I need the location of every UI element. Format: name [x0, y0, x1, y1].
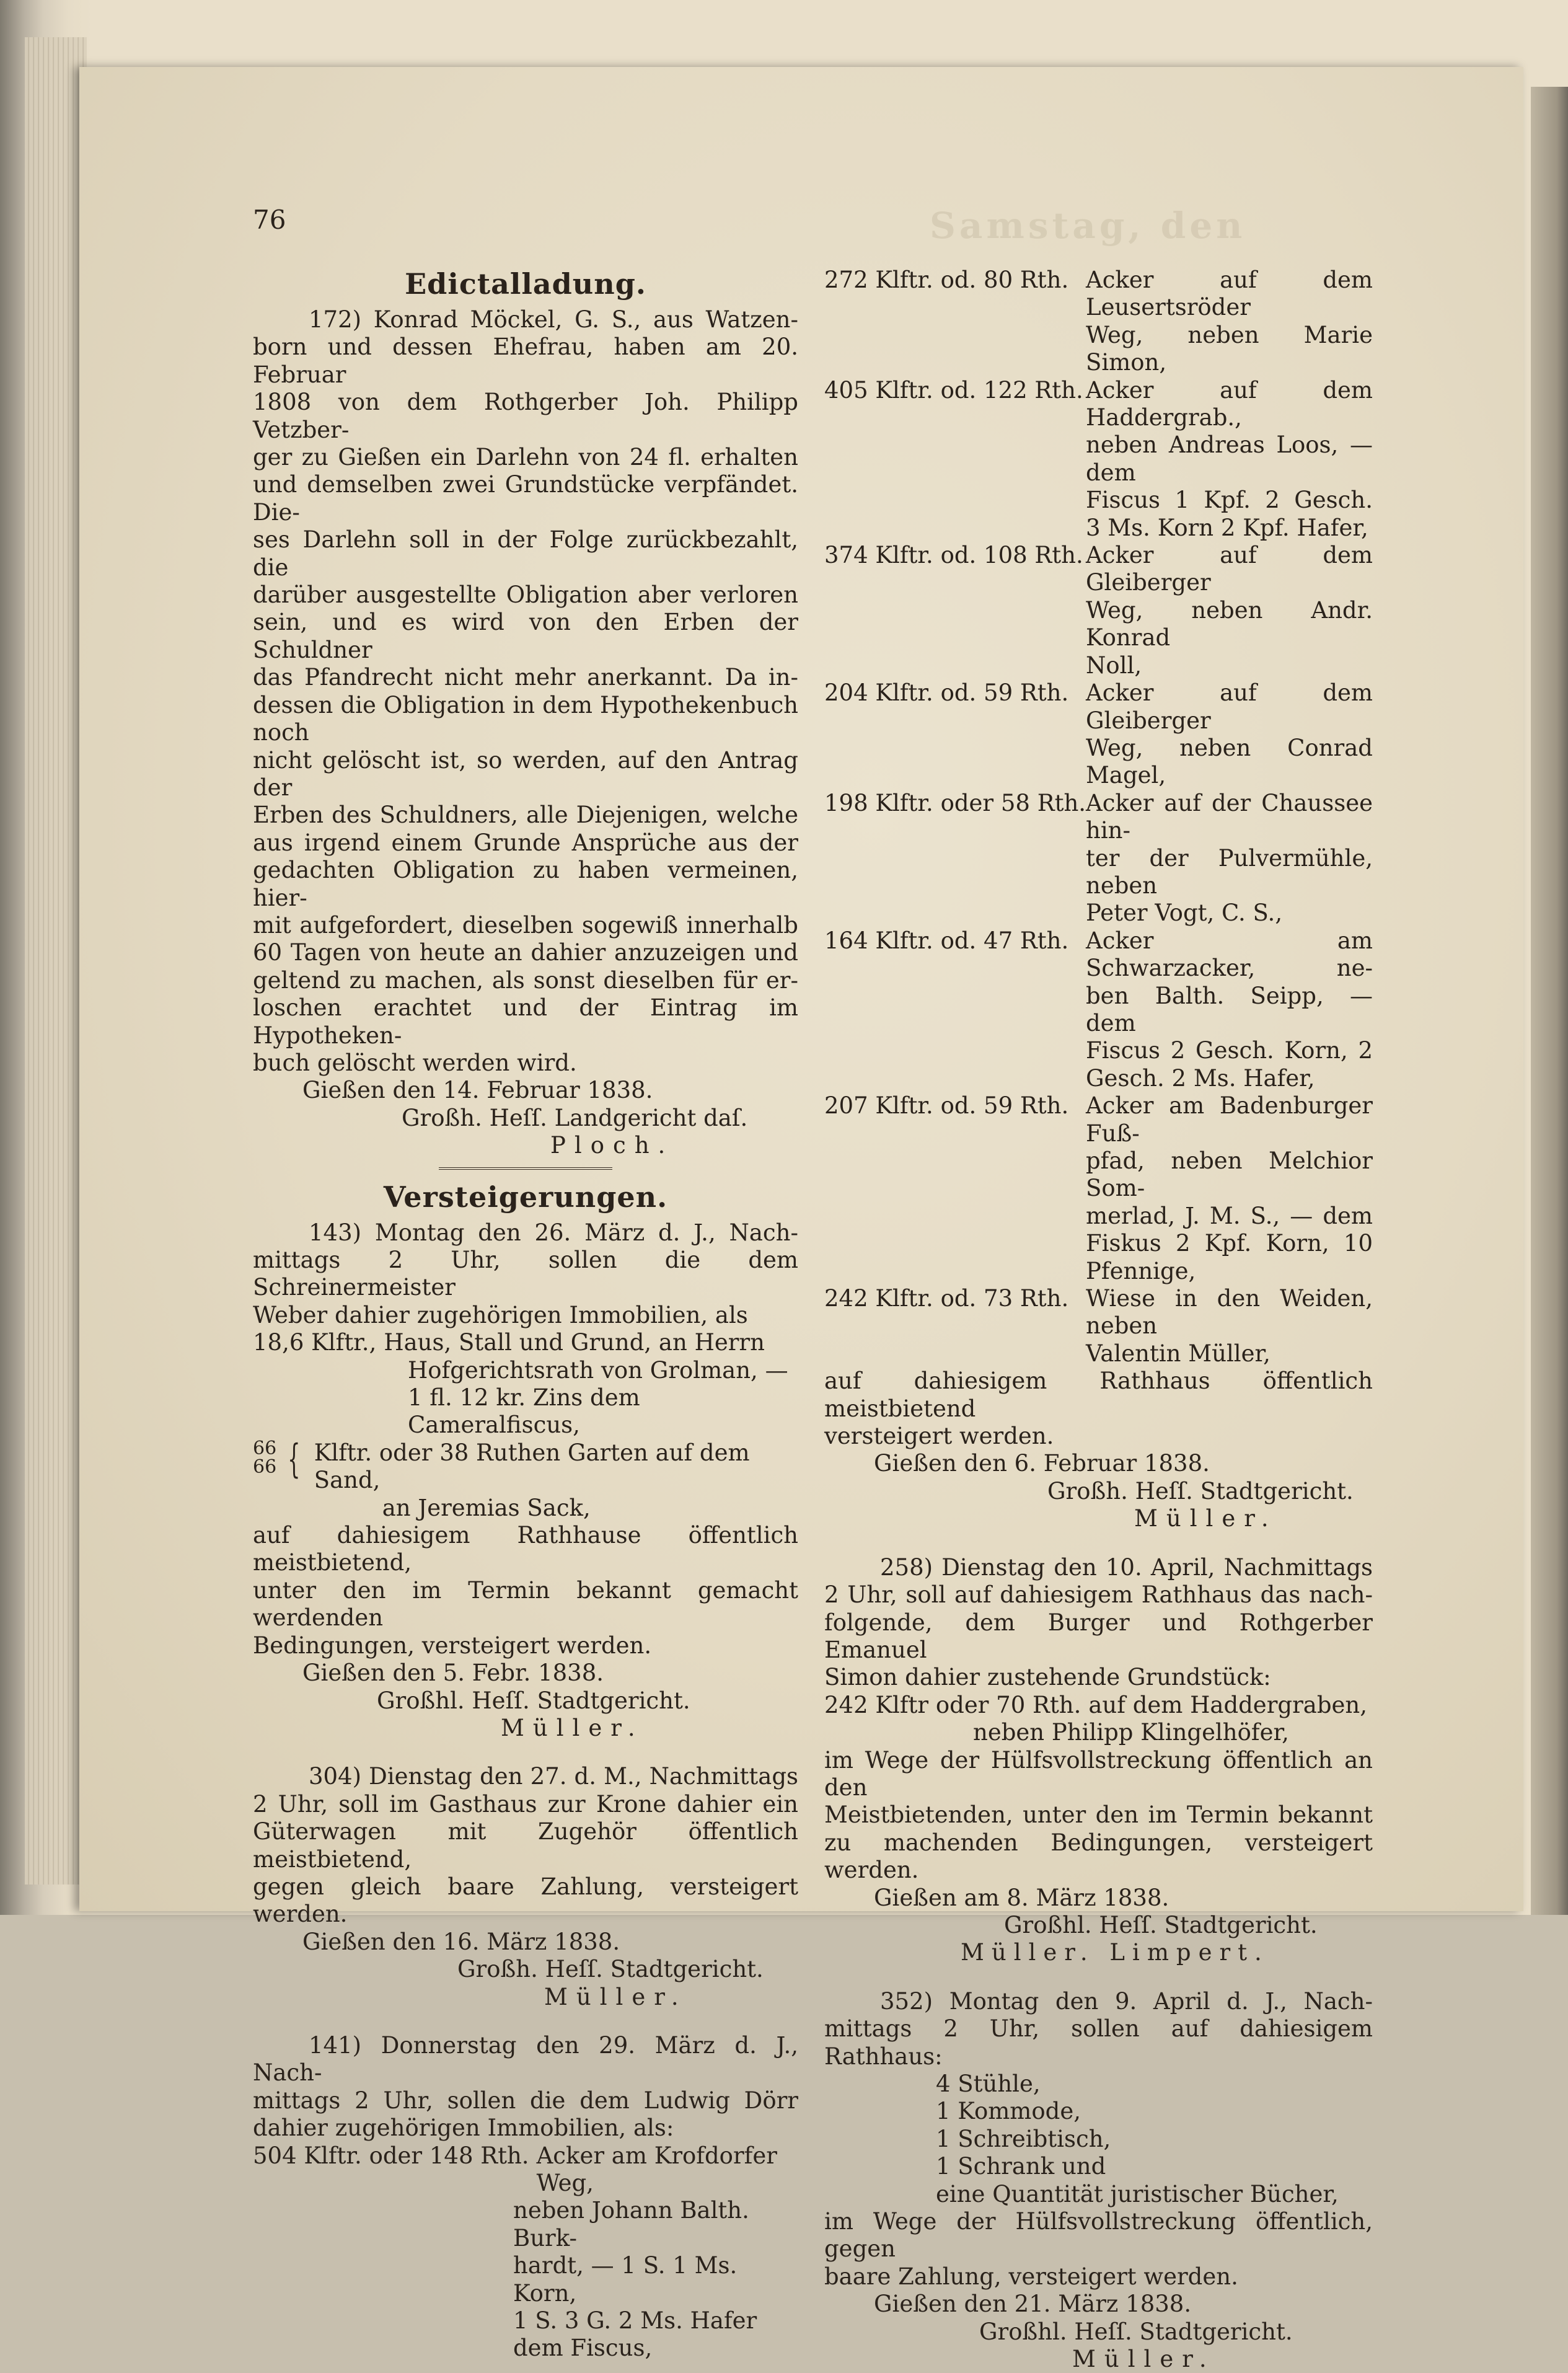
item-description: neben Andreas Loos, — dem — [1086, 431, 1373, 486]
text-line: loschen erachtet und der Eintrag im Hypotheken- — [253, 994, 798, 1049]
land-item-line — [824, 845, 1373, 900]
item-sub-line: neben Johann Balth. Burk- — [513, 2197, 749, 2251]
text-line: darüber ausgestellte Obligation aber verloren — [253, 581, 798, 609]
item-measure: 242 Klftr oder 70 Rth. — [824, 1691, 1081, 1718]
text-line: 141) Donnerstag den 29. März d. J., Nach- — [253, 2031, 798, 2087]
brace-symbol: { — [288, 1436, 301, 1482]
notice-143-item-1-sub — [253, 1357, 798, 1439]
notice-352-close — [824, 2208, 1373, 2291]
land-item-line — [824, 1147, 1373, 1203]
text-line: Meistbietenden, unter den im Termin bekannt — [824, 1801, 1373, 1829]
land-item-line — [824, 927, 1373, 983]
item-sub-line: 1 Schreibtisch, — [936, 2125, 1111, 2152]
item-description: ben Balth. Seipp, — dem — [1086, 982, 1373, 1036]
text-line: mittags 2 Uhr, sollen auf dahiesigem Rathhaus: — [824, 2015, 1373, 2070]
fraction-bottom: 66 — [253, 1456, 277, 1478]
notice-143-item-1 — [253, 1329, 798, 1356]
land-item-line — [824, 1065, 1373, 1092]
item-sub-line: hardt, — 1 S. 1 Ms. Korn, — [513, 2252, 738, 2307]
item-sub-line: 1 Kommode, — [936, 2098, 1081, 2125]
edict-body — [253, 306, 798, 1077]
page-stack-edge — [25, 37, 87, 1885]
text-line: nicht gelöscht ist, so werden, auf den Antrag der — [253, 746, 798, 801]
land-item-line — [824, 597, 1373, 652]
text-line: 304) Dienstag den 27. d. M., Nachmittags — [309, 1763, 798, 1790]
item-description: 3 Ms. Korn 2 Kpf. Hafer, — [1086, 514, 1368, 541]
item-measure: 207 Klftr. od. 59 Rth. — [824, 1092, 1069, 1120]
notice-304-date: Gießen den 16. März 1838. — [302, 1928, 620, 1955]
text-line: zu machenden Bedingungen, versteigert werden. — [824, 1829, 1373, 1884]
notice-258-close — [824, 1747, 1373, 1885]
land-item-line — [824, 679, 1373, 735]
text-line: mittags 2 Uhr, sollen die dem Ludwig Dörr — [253, 2087, 798, 2114]
item-sub-line: dem Fiscus, — [513, 2335, 653, 2362]
notice-258-signature: Müller. Limpert. — [961, 1939, 1269, 1966]
item-description: Valentin Müller, — [1086, 1340, 1271, 1367]
item-measure — [824, 983, 1078, 1038]
text-line: Weber dahier zugehörigen Immobilien, als — [253, 1301, 748, 1328]
text-line: 60 Tagen von heute an dahier anzuzeigen und — [253, 939, 798, 966]
item-sub-line: eine Quantität juristischer Bücher, — [936, 2180, 1339, 2207]
text-line: Erben des Schuldners, alle Diejenigen, welche — [253, 802, 798, 829]
edict-date: Gießen den 14. Februar 1838. — [302, 1077, 653, 1104]
item-measure — [824, 1230, 1078, 1257]
text-line: und demselben zwei Grundstücke verpfändet. Die- — [253, 471, 798, 526]
edict-signature: Ploch. — [550, 1132, 674, 1159]
item-description: Fiskus 2 Kpf. Korn, 10 — [1086, 1230, 1373, 1257]
text-line: Simon dahier zustehende Grundstück: — [824, 1664, 1271, 1691]
notice-352-court: Großhl. Heſſ. Stadtgericht. — [979, 2318, 1293, 2345]
item-measure — [824, 1340, 1078, 1368]
notice-141-court: Großh. Heſſ. Stadtgericht. — [1047, 1477, 1354, 1505]
item-measure — [824, 845, 1078, 900]
right-page-edge — [1531, 87, 1568, 1915]
notice-141-item-sub — [253, 2197, 798, 2362]
item-measure: 374 Klftr. od. 108 Rth. — [824, 542, 1083, 569]
text-line: unter den im Termin bekannt gemacht werdenden — [253, 1576, 798, 1632]
notice-143-date: Gießen den 5. Febr. 1838. — [302, 1659, 604, 1687]
notice-304-body — [253, 1763, 798, 1928]
text-line: Güterwagen mit Zugehör öffentlich meistbietend, — [253, 1818, 798, 1873]
item-measure — [824, 431, 1078, 487]
text-line: Bedingungen, versteigert werden. — [253, 1632, 652, 1659]
notice-141-close — [824, 1368, 1373, 1450]
text-line: folgende, dem Burger und Rothgerber Emanuel — [824, 1609, 1373, 1663]
item-description: pfad, neben Melchior Som- — [1086, 1147, 1373, 1202]
item-measure: 18,6 Klftr., — [253, 1329, 377, 1356]
item-description: Acker auf dem Gleiberger — [1086, 679, 1373, 734]
item-measure — [824, 652, 1078, 679]
item-description: Acker am Badenburger Fuß- — [1086, 1092, 1373, 1147]
edict-court: Großh. Heſſ. Landgericht daſ. — [402, 1104, 748, 1131]
notice-143-item-2 — [253, 1436, 798, 1522]
text-line: 2 Uhr, soll im Gasthaus zur Krone dahier ein — [253, 1790, 798, 1818]
text-line: auf dahiesigem Rathhause öffentlich meistbietend, — [253, 1522, 798, 1576]
text-line: mit aufgefordert, dieselben sogewiß innerhalb — [253, 911, 798, 939]
land-item-line — [824, 1230, 1373, 1257]
item-sub-line: 1 fl. 12 kr. Zins dem Cameralfiscus, — [408, 1384, 640, 1439]
item-sub: an Jeremias Sack, — [382, 1494, 591, 1521]
item-description: Peter Vogt, C. S., — [1086, 899, 1283, 927]
item-measure: 272 Klftr. od. 80 Rth. — [824, 267, 1069, 293]
land-item-line — [824, 790, 1373, 845]
text-line: das Pfandrecht nicht mehr anerkannt. Da in- — [253, 664, 798, 691]
notice-141-body — [253, 2032, 798, 2142]
item-measure — [824, 1258, 1078, 1285]
notice-352-body — [824, 1988, 1373, 2070]
notice-141-date: Gießen den 6. Februar 1838. — [874, 1450, 1210, 1477]
land-item-line — [824, 1037, 1373, 1064]
land-item-line — [824, 322, 1373, 377]
land-item-line — [824, 487, 1373, 514]
notice-304-court: Großh. Heſſ. Stadtgericht. — [457, 1956, 764, 1983]
notice-352-signature: Müller. — [1072, 2346, 1215, 2373]
text-line: baare Zahlung, versteigert werden. — [824, 2263, 1238, 2290]
text-line: 352) Montag den 9. April d. J., Nach- — [880, 1987, 1373, 2015]
text-line: gegen gleich baare Zahlung, versteigert werden. — [253, 1873, 798, 1928]
item-description: Fiscus 2 Gesch. Korn, 2 — [1086, 1037, 1373, 1064]
item-measure: 198 Klftr. oder 58 Rth. — [824, 789, 1086, 816]
item-sub-line: Hofgerichtsrath von Grolman, — — [408, 1356, 788, 1384]
item-measure — [824, 899, 1078, 927]
text-line: geltend zu machen, als sonst dieselben für er- — [253, 966, 798, 994]
edict-heading: Edictalladung. — [405, 267, 646, 301]
text-line: dahier zugehörigen Immobilien, als: — [253, 2114, 674, 2142]
land-item-line — [824, 1092, 1373, 1147]
item-measure — [824, 322, 1078, 377]
land-item-line — [824, 1203, 1373, 1230]
notice-143-close — [253, 1522, 798, 1659]
notice-141-items-list — [824, 267, 1373, 1368]
land-item-line — [824, 515, 1373, 542]
item-description: merlad, J. M. S., — dem — [1086, 1202, 1373, 1229]
item-measure — [824, 735, 1078, 790]
text-line: 1808 von dem Rothgerber Joh. Philipp Vetzber- — [253, 389, 798, 443]
item-description: Noll, — [1086, 652, 1142, 679]
item-description: Weg, neben Marie Simon, — [1086, 321, 1373, 376]
land-item-line — [824, 267, 1373, 322]
land-item-line — [824, 1340, 1373, 1368]
notice-143-body — [253, 1219, 798, 1330]
section-divider — [439, 1167, 612, 1170]
land-item-line — [824, 377, 1373, 432]
item-description: Acker auf der Chaussee hin- — [1086, 789, 1373, 844]
text-line: born und dessen Ehefrau, haben am 20. Februar — [253, 334, 798, 388]
page-number: 76 — [253, 205, 286, 235]
item-description: Acker auf dem Gleiberger — [1086, 542, 1373, 596]
item-sub: neben Philipp Klingelhöfer, — [973, 1719, 1289, 1746]
fraction-top: 66 — [253, 1437, 277, 1459]
land-item-line — [824, 652, 1373, 679]
item-measure — [824, 1203, 1078, 1230]
item-description: ter der Pulvermühle, neben — [1086, 844, 1373, 899]
land-item-line — [824, 1285, 1373, 1340]
auction-heading: Versteigerungen. — [383, 1180, 668, 1214]
item-sub-line: 1 S. 3 G. 2 Ms. Hafer — [513, 2307, 757, 2335]
text-line: 143) Montag den 26. März d. J., Nach- — [309, 1219, 798, 1246]
notice-141-item — [253, 2142, 798, 2198]
bleed-through-text: Samstag, den — [930, 205, 1246, 247]
item-description: Pfennige, — [1086, 1257, 1196, 1284]
item-measure: 204 Klftr. od. 59 Rth. — [824, 679, 1069, 707]
text-line: dessen die Obligation in dem Hypothekenbuch noch — [253, 691, 798, 746]
text-line: im Wege der Hülfsvollstreckung öffentlich, gegen — [824, 2208, 1373, 2263]
notice-143-court: Großhl. Heſſ. Stadtgericht. — [377, 1687, 690, 1714]
item-description: Weg, neben Andr. Konrad — [1086, 596, 1373, 652]
text-line: aus irgend einem Grunde Ansprüche aus der — [253, 829, 798, 856]
item-measure — [824, 1037, 1078, 1064]
land-item-line — [824, 899, 1373, 927]
text-line: versteigert werden. — [824, 1423, 1054, 1450]
item-description: Acker auf dem Leusertsröder — [1086, 267, 1373, 321]
item-measure: 504 Klftr. oder 148 Rth. — [253, 2142, 529, 2169]
notice-258-item — [824, 1692, 1373, 1719]
item-measure — [824, 1065, 1078, 1092]
notice-304-signature: Müller. — [544, 1983, 687, 2010]
item-description: Fiscus 1 Kpf. 2 Gesch. — [1086, 487, 1373, 514]
land-item-line — [824, 1258, 1373, 1285]
item-description: Acker am Krofdorfer Weg, — [536, 2142, 777, 2196]
land-item-line — [824, 983, 1373, 1038]
left-column — [253, 267, 798, 2362]
text-line: gedachten Obligation zu haben vermeinen, hier- — [253, 857, 798, 911]
item-description: Klftr. oder 38 Ruthen Garten auf dem Sand, — [314, 1439, 750, 1494]
item-measure: 242 Klftr. od. 73 Rth. — [824, 1285, 1069, 1312]
notice-258-date: Gießen am 8. März 1838. — [874, 1884, 1169, 1911]
item-sub-line: 4 Stühle, — [936, 2070, 1041, 2097]
land-item-line — [824, 431, 1373, 487]
item-description: Haus, Stall und Grund, an Herrn — [384, 1329, 765, 1356]
land-item-line — [824, 735, 1373, 790]
item-sub-line: 1 Schrank und — [936, 2153, 1106, 2180]
text-line: ses Darlehn soll in der Folge zurückbezahlt, die — [253, 526, 798, 581]
notice-141-signature: Müller. — [1134, 1505, 1277, 1532]
text-line: sein, und es wird von den Erben der Schuldner — [253, 609, 798, 663]
text-line: ger zu Gießen ein Darlehn von 24 fl. erhalten — [253, 444, 798, 471]
text-line: 258) Dienstag den 10. April, Nachmittags — [880, 1553, 1373, 1581]
text-line: 2 Uhr, soll auf dahiesigem Rathhaus das nach- — [824, 1581, 1373, 1609]
text-line: auf dahiesigem Rathhaus öffentlich meistbietend — [824, 1368, 1373, 1422]
text-line: mittags 2 Uhr, sollen die dem Schreinermeister — [253, 1247, 798, 1301]
land-item-line — [824, 542, 1373, 597]
item-measure: 405 Klftr. od. 122 Rth. — [824, 376, 1083, 404]
item-measure — [824, 515, 1078, 542]
item-description: Acker auf dem Haddergrab., — [1086, 376, 1373, 431]
item-measure: 164 Klftr. od. 47 Rth. — [824, 927, 1069, 954]
item-description: auf dem Haddergraben, — [1088, 1691, 1367, 1718]
notice-143-signature: Müller. — [501, 1714, 644, 1741]
fraction-measure — [253, 1439, 278, 1477]
notice-258-body — [824, 1554, 1373, 1692]
right-column — [824, 267, 1373, 2373]
text-line: buch gelöscht werden wird. — [253, 1049, 577, 1076]
item-description: Gesch. 2 Ms. Hafer, — [1086, 1064, 1315, 1092]
text-line: im Wege der Hülfsvollstreckung öffentlich an den — [824, 1746, 1373, 1801]
item-measure — [824, 1147, 1078, 1203]
item-measure — [824, 487, 1078, 514]
notice-352-list — [824, 2070, 1373, 2208]
item-description: Acker am Schwarzacker, ne- — [1086, 927, 1373, 982]
item-description: Wiese in den Weiden, neben — [1086, 1285, 1373, 1340]
notice-258-court: Großhl. Heſſ. Stadtgericht. — [1004, 1911, 1318, 1938]
item-description: Weg, neben Conrad Magel, — [1086, 734, 1373, 789]
text-line: 172) Konrad Möckel, G. S., aus Watzen- — [309, 306, 798, 333]
notice-352-date: Gießen den 21. März 1838. — [874, 2291, 1192, 2318]
item-measure — [824, 597, 1078, 652]
